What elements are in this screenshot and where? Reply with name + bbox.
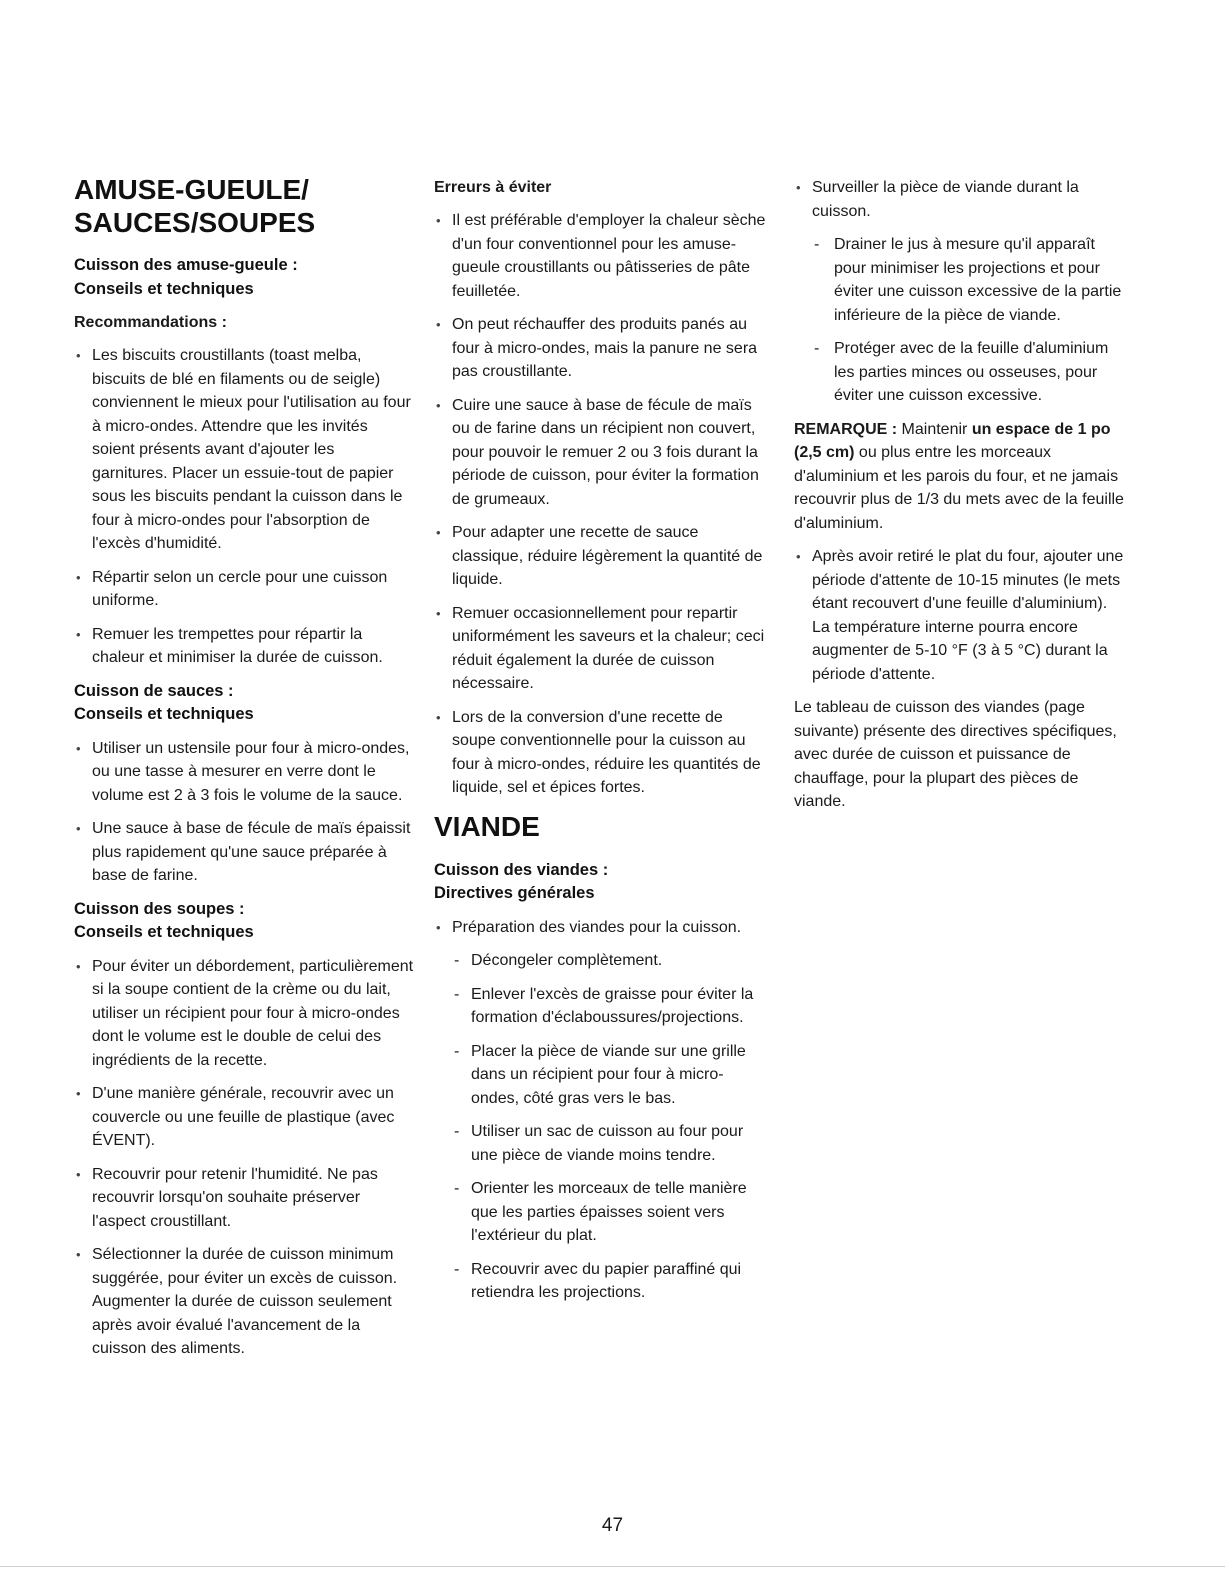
note-text-pre: Maintenir <box>897 420 972 438</box>
list-item: • Il est préférable d'employer la chaleur sèche d'un four conventionnel pour les amuse-gueule croustillants ou pâtisseries de pâte feuilletée. <box>434 209 766 303</box>
step-item: - Décongeler complètement. <box>434 949 766 973</box>
step-item: - Placer la pièce de viande sur une grille dans un récipient pour four à micro-ondes, côté gras vers le bas. <box>434 1040 766 1111</box>
note-label: REMARQUE : <box>794 420 898 438</box>
list-item: • Les biscuits croustillants (toast melba, biscuits de blé en filaments ou de seigle) conviennent le mieux pour l'utilisation au four à micro-ondes. Attendre que les invités soient présents avant d'ajouter les garnitures. Placer un essuie-tout de papier sous les biscuits pendant la cuisson dans le four à micro-ondes pour l'absorption de l'excès d'humidité. <box>74 344 414 556</box>
list-item: • Lors de la conversion d'une recette de soupe conventionnelle pour la cuisson au four à micro-ondes, réduire les quantités de liquide, sel et épices fortes. <box>434 706 766 800</box>
closing-paragraph: Le tableau de cuisson des viandes (page suivante) présente des directives spécifiques, avec durée de cuisson et puissance de chauffage, pour la plupart des pièces de viande. <box>794 699 1117 810</box>
amuse-heading-line-2: Conseils et techniques <box>74 279 254 298</box>
right-column <box>794 168 1124 824</box>
amuse-heading-line-1: Cuisson des amuse-gueule : <box>74 256 298 274</box>
step-item: - Protéger avec de la feuille d'aluminium les parties minces ou osseuses, pour éviter une cuisson excessive. <box>794 337 1124 408</box>
section-title-amuse-gueule <box>74 173 414 239</box>
note-text-post: ou plus entre les morceaux d'aluminium et les parois du four, et ne jamais recouvrir plus de 1/3 du mets avec de la feuille d'aluminium. <box>794 444 1124 532</box>
soupes-heading-line-1: Cuisson des soupes : <box>74 899 245 918</box>
list-item: • Sélectionner la durée de cuisson minimum suggérée, pour éviter un excès de cuisson. Augmenter la durée de cuisson seulement après avoir évalué l'avancement de la cuisson des aliments. <box>74 1243 414 1361</box>
step-item: - Recouvrir avec du papier paraffiné qui retiendra les projections. <box>434 1258 766 1305</box>
list-item: • Surveiller la pièce de viande durant la cuisson. <box>794 176 1124 223</box>
viandes-heading <box>434 859 766 906</box>
preparation-steps <box>434 949 766 1305</box>
list-item: • Utiliser un ustensile pour four à micro-ondes, ou une tasse à mesurer en verre dont le volume est 2 à 3 fois le volume de la sauce. <box>74 737 414 808</box>
middle-column <box>434 168 766 1315</box>
note-paragraph <box>794 418 1124 536</box>
step-item: - Drainer le jus à mesure qu'il apparaît pour minimiser les projections et pour éviter une cuisson excessive de la partie inférieure de la pièce de viande. <box>794 233 1124 327</box>
monitor-steps <box>794 233 1124 408</box>
preparation-list <box>434 916 766 940</box>
bottom-divider <box>0 1566 1225 1567</box>
list-item: • Après avoir retiré le plat du four, ajouter une période d'attente de 10-15 minutes (le mets étant recouvert d'une feuille d'aluminium). La température interne pourra encore augmenter de 5-10 °F (3 à 5 °C) durant la période d'attente. <box>794 545 1124 686</box>
step-item: - Orienter les morceaux de telle manière que les parties épaisses soient vers l'extérieur du plat. <box>434 1177 766 1248</box>
sauces-heading-line-2: Conseils et techniques <box>74 705 254 723</box>
viandes-heading-line-2: Directives générales <box>434 884 595 902</box>
soupes-list <box>74 955 414 1361</box>
soupes-heading <box>74 898 414 945</box>
title-line-1: AMUSE-GUEULE/ <box>74 174 309 205</box>
errors-heading: Erreurs à éviter <box>434 179 552 196</box>
list-item: • On peut réchauffer des produits panés au four à micro-ondes, mais la panure ne sera pas croustillante. <box>434 313 766 384</box>
section-title-viande: VIANDE <box>434 810 540 842</box>
list-item: • Répartir selon un cercle pour une cuisson uniforme. <box>74 566 414 613</box>
list-item: • Préparation des viandes pour la cuisson. <box>434 916 766 940</box>
amuse-gueule-list <box>74 344 414 670</box>
sauces-heading <box>74 680 414 727</box>
left-column <box>74 168 414 1371</box>
title-line-2: SAUCES/SOUPES <box>74 207 316 238</box>
list-item: • D'une manière générale, recouvrir avec un couvercle ou une feuille de plastique (avec ÉVENT). <box>74 1082 414 1153</box>
soupes-heading-line-2: Conseils et techniques <box>74 923 254 941</box>
errors-list <box>434 209 766 800</box>
list-item: • Remuer occasionnellement pour repartir uniformément les saveurs et la chaleur; ceci réduit également la durée de cuisson nécessaire. <box>434 602 766 696</box>
list-item: • Remuer les trempettes pour répartir la chaleur et minimiser la durée de cuisson. <box>74 623 414 670</box>
sauces-list <box>74 737 414 888</box>
page-number: 47 <box>601 1515 624 1536</box>
list-item: • Recouvrir pour retenir l'humidité. Ne pas recouvrir lorsqu'on souhaite préserver l'aspect croustillant. <box>74 1163 414 1234</box>
sauces-heading-line-1: Cuisson de sauces : <box>74 681 234 700</box>
step-item: - Utiliser un sac de cuisson au four pour une pièce de viande moins tendre. <box>434 1120 766 1167</box>
after-cooking-list <box>794 545 1124 686</box>
list-item: • Pour éviter un débordement, particulièrement si la soupe contient de la crème ou du lait, utiliser un récipient pour four à micro-ondes dont le volume est le double de celui des ingrédients de la recette. <box>74 955 414 1073</box>
recommendations-heading: Recommandations : <box>74 314 227 331</box>
list-item: • Cuire une sauce à base de fécule de maïs ou de farine dans un récipient non couvert, pour pouvoir le remuer 2 ou 3 fois durant la période de cuisson, pour éviter la formation de grumeaux. <box>434 394 766 512</box>
monitor-list <box>794 176 1124 223</box>
list-item: • Pour adapter une recette de sauce classique, réduire légèrement la quantité de liquide. <box>434 521 766 592</box>
step-item: - Enlever l'excès de graisse pour éviter la formation d'éclaboussures/projections. <box>434 983 766 1030</box>
amuse-gueule-heading <box>74 254 414 301</box>
list-item: • Une sauce à base de fécule de maïs épaissit plus rapidement qu'une sauce préparée à base de farine. <box>74 817 414 888</box>
viandes-heading-line-1: Cuisson des viandes : <box>434 860 609 879</box>
note-text-bold: un espace de 1 po (2,5 cm) <box>794 420 1111 461</box>
